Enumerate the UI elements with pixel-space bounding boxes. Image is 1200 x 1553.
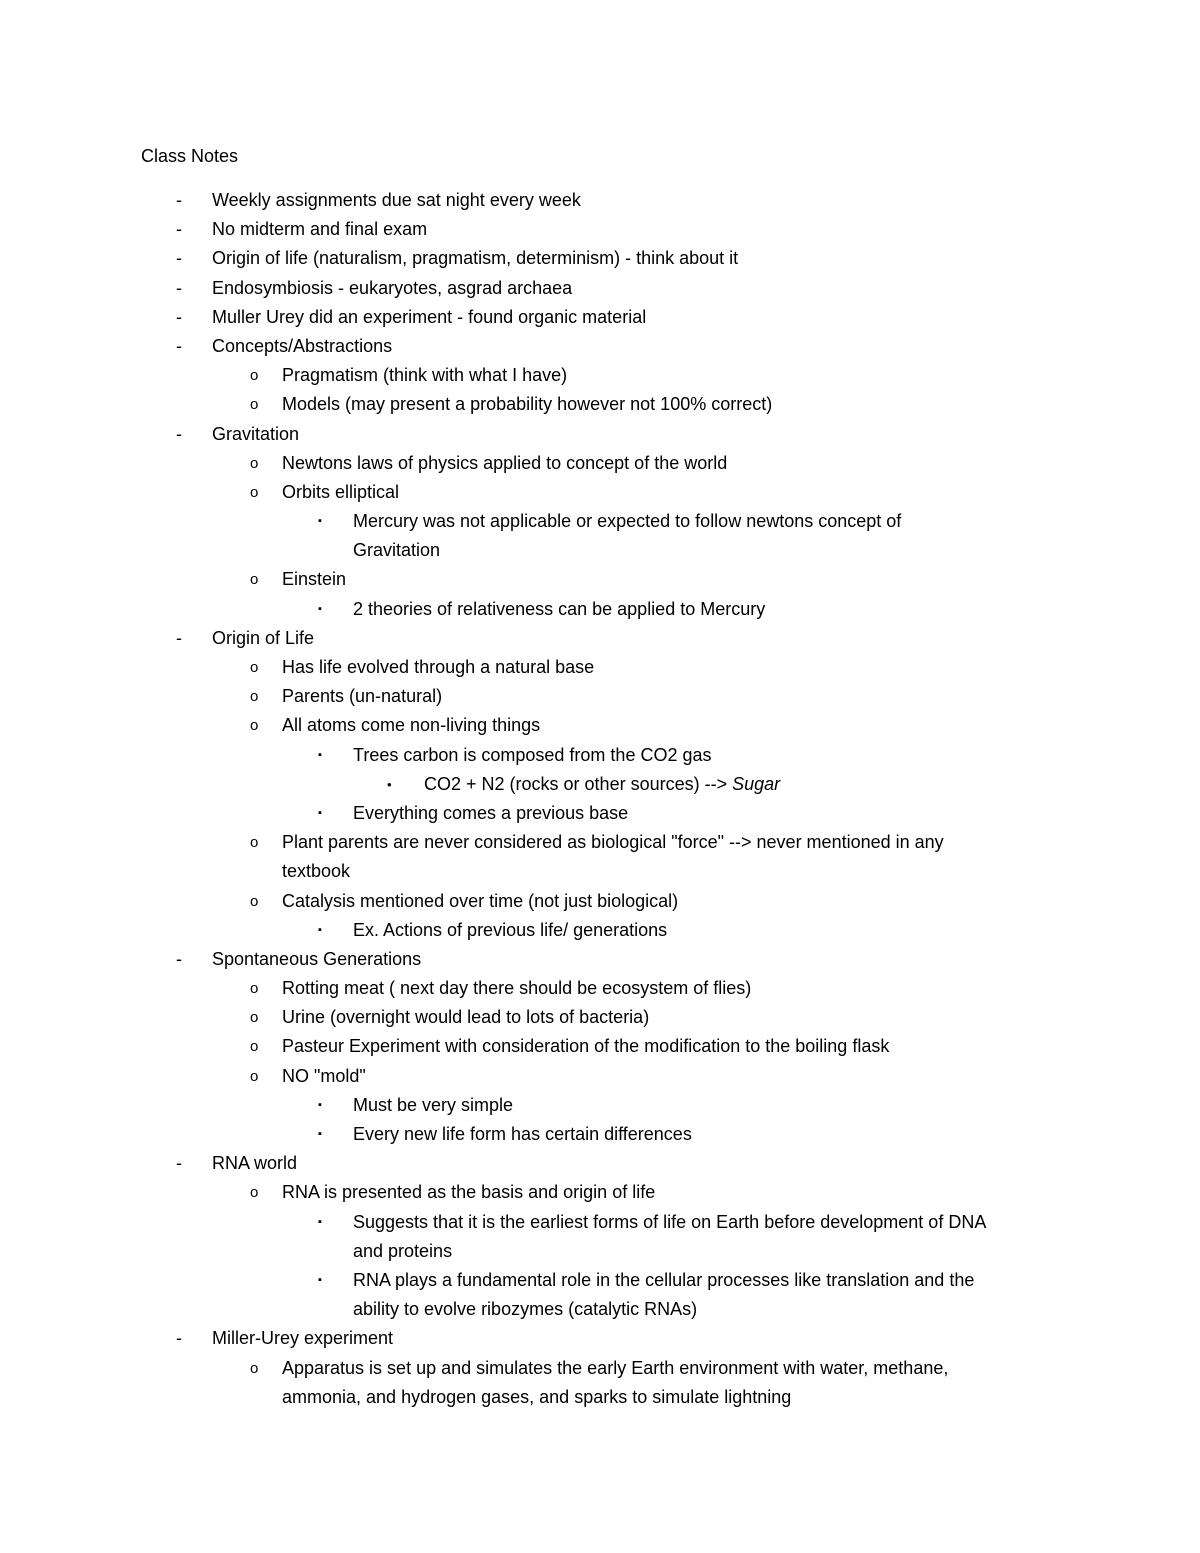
list-item-text-main: Plant parents are never considered as biological "force" --> never mentioned in any <box>282 832 944 853</box>
bullet-marker: o <box>250 1009 259 1027</box>
bullet-marker: o <box>250 396 259 414</box>
list-item-text <box>282 653 594 682</box>
bullet-marker: - <box>176 306 182 327</box>
list-item-text <box>212 945 421 974</box>
list-item-text <box>424 770 780 799</box>
list-item-text <box>282 361 567 390</box>
list-item-text-main: Gravitation <box>353 540 441 561</box>
list-item <box>0 1032 1200 1061</box>
bullet-marker: o <box>250 367 259 385</box>
list-item <box>0 1062 1200 1091</box>
bullet-marker: o <box>250 659 259 676</box>
list-item <box>0 478 1200 507</box>
list-item-text-main: Spontaneous Generations <box>212 948 422 969</box>
bullet-marker: ▪ <box>318 515 322 528</box>
list-item-text-main: ability to evolve ribozymes (catalytic RNAs) <box>353 1299 698 1320</box>
list-item-text-main: Urine (overnight would lead to lots of bacteria) <box>282 1007 650 1028</box>
list-item <box>0 1324 1200 1353</box>
list-item-text-main: Rotting meat ( next day there should be ecosystem of flies) <box>282 978 752 999</box>
list-item-text <box>353 741 712 770</box>
list-item-text-main: All atoms come non-living things <box>282 715 541 736</box>
bullet-marker: o <box>250 454 259 472</box>
list-item-text <box>212 274 572 303</box>
list-item-text-main: Apparatus is set up and simulates the early Earth environment with water, methane, <box>282 1357 949 1378</box>
bullet-marker: o <box>250 1359 259 1377</box>
bullet-marker: o <box>250 892 259 910</box>
list-item <box>0 916 1200 945</box>
list-item-text-italic: Sugar <box>732 773 781 794</box>
list-item-text-main: Concepts/Abstractions <box>212 335 393 356</box>
list-item <box>0 565 1200 594</box>
list-item-text <box>282 478 399 507</box>
bullet-marker: ▪ <box>318 923 322 936</box>
list-item-text-main: Catalysis mentioned over time (not just biological) <box>282 890 679 911</box>
list-item-text <box>353 1237 452 1266</box>
list-item-text <box>353 536 440 565</box>
list-item-text <box>353 595 765 624</box>
bullet-marker: o <box>250 834 259 852</box>
list-item <box>0 420 1200 449</box>
list-item-text-main: 2 theories of relativeness can be applied to Mercury <box>353 598 766 619</box>
list-item <box>0 1178 1200 1207</box>
list-item <box>0 653 1200 682</box>
list-item-text-main: Every new life form has certain differences <box>353 1124 692 1144</box>
bullet-marker: - <box>176 423 182 444</box>
list-item-text-main: Muller Urey did an experiment - found organic material <box>212 306 647 327</box>
list-item <box>0 390 1200 419</box>
bullet-marker: • <box>387 776 392 792</box>
list-item <box>0 303 1200 332</box>
list-item-text-main: Endosymbiosis - eukaryotes, asgrad archaea <box>212 277 573 298</box>
list-item-text <box>282 682 442 711</box>
list-item-text <box>212 420 299 449</box>
list-item <box>0 1208 1200 1237</box>
list-item <box>0 799 1200 828</box>
list-item <box>0 1354 1200 1383</box>
list-item <box>0 1149 1200 1178</box>
list-item <box>0 449 1200 478</box>
list-item <box>0 244 1200 273</box>
list-item-text <box>282 1354 948 1383</box>
bullet-marker: - <box>176 277 182 298</box>
list-item <box>0 741 1200 770</box>
list-item-text <box>282 449 727 478</box>
list-item-text-main: Gravitation <box>212 423 300 444</box>
list-item-text <box>282 887 678 916</box>
bullet-marker: - <box>176 248 182 269</box>
list-item <box>0 945 1200 974</box>
list-item-text-main: Origin of life (naturalism, pragmatism, determinism) - think about it <box>212 248 739 269</box>
list-item-text-main: CO2 + N2 (rocks or other sources) --> <box>424 773 733 794</box>
list-item-text <box>212 332 392 361</box>
list-item-text-main: NO "mold" <box>282 1065 366 1086</box>
list-item <box>0 1383 1200 1412</box>
list-item-text <box>353 1120 692 1149</box>
list-item-text-main: Models (may present a probability however not 100% correct) <box>282 394 773 415</box>
bullet-marker: o <box>250 688 259 706</box>
list-item-text-main: Must be very simple <box>353 1094 514 1115</box>
list-item-text <box>353 799 628 828</box>
list-item-text-main: No midterm and final exam <box>212 219 428 240</box>
list-item-text <box>212 244 738 273</box>
list-item <box>0 186 1200 215</box>
bullet-marker: ▪ <box>318 748 322 761</box>
bullet-marker: ▪ <box>318 602 322 615</box>
bullet-marker: o <box>250 717 259 735</box>
list-item-text-main: textbook <box>282 861 351 882</box>
list-item-text-main: Trees carbon is composed from the CO2 gas <box>353 744 712 765</box>
list-item-text <box>282 857 350 886</box>
list-item-text-main: Ex. Actions of previous life/ generations <box>353 919 668 940</box>
bullet-marker: ▪ <box>318 1273 322 1286</box>
bullet-marker: ▪ <box>318 1128 322 1140</box>
list-item <box>0 595 1200 624</box>
list-item-text-main: Einstein <box>282 569 347 590</box>
list-item-text-main: Miller-Urey experiment <box>212 1328 394 1349</box>
bullet-marker: - <box>176 335 182 356</box>
notes-list <box>0 186 1200 1412</box>
list-item-text <box>353 916 667 945</box>
list-item-text <box>212 186 581 215</box>
list-item <box>0 274 1200 303</box>
list-item-text-main: RNA plays a fundamental role in the cellular processes like translation and the <box>353 1269 975 1290</box>
list-item <box>0 1295 1200 1324</box>
bullet-marker: o <box>250 980 259 998</box>
list-item-text-main: Everything comes a previous base <box>353 802 629 823</box>
list-item <box>0 332 1200 361</box>
bullet-marker: ▪ <box>318 1215 322 1228</box>
list-item-text <box>282 974 751 1003</box>
list-item-text-main: Mercury was not applicable or expected to follow newtons concept of <box>353 511 902 532</box>
list-item <box>0 1003 1200 1032</box>
list-item-text-main: RNA world <box>212 1153 298 1174</box>
list-item-text-main: Weekly assignments due sat night every week <box>212 190 581 210</box>
bullet-marker: - <box>176 948 182 969</box>
list-item <box>0 711 1200 740</box>
list-item <box>0 1120 1200 1149</box>
bullet-marker: - <box>176 219 182 240</box>
list-item-text <box>212 303 646 332</box>
bullet-marker: - <box>176 1153 182 1174</box>
list-item-text <box>282 565 346 594</box>
list-item-text <box>353 1266 974 1295</box>
bullet-marker: - <box>176 627 182 648</box>
list-item-text-main: Parents (un-natural) <box>282 686 443 707</box>
bullet-marker: - <box>176 1328 182 1349</box>
list-item <box>0 215 1200 244</box>
list-item-text <box>282 1032 889 1061</box>
list-item-text-main: Suggests that it is the earliest forms of life on Earth before development of DNA <box>353 1211 987 1232</box>
list-item-text <box>212 1149 297 1178</box>
bullet-marker: - <box>176 190 182 210</box>
list-item-text <box>282 1003 649 1032</box>
list-item-text <box>212 215 427 244</box>
list-item-text-main: RNA is presented as the basis and origin of life <box>282 1182 656 1203</box>
bullet-marker: ▪ <box>318 1098 322 1111</box>
list-item <box>0 857 1200 886</box>
list-item-text <box>353 1295 697 1324</box>
list-item-text <box>282 711 540 740</box>
list-item <box>0 974 1200 1003</box>
list-item <box>0 1091 1200 1120</box>
list-item <box>0 887 1200 916</box>
list-item <box>0 1266 1200 1295</box>
bullet-marker: o <box>250 483 259 501</box>
list-item <box>0 1237 1200 1266</box>
list-item-text <box>212 624 314 653</box>
bullet-marker: o <box>250 1067 259 1085</box>
list-item-text <box>353 1208 986 1237</box>
list-item-text-main: and proteins <box>353 1240 453 1261</box>
list-item <box>0 536 1200 565</box>
bullet-marker: o <box>250 1038 259 1056</box>
list-item-text <box>282 1062 366 1091</box>
list-item <box>0 361 1200 390</box>
list-item <box>0 682 1200 711</box>
list-item-text <box>212 1324 393 1353</box>
list-item-text-main: Newtons laws of physics applied to concept of the world <box>282 452 728 473</box>
list-item-text <box>282 390 772 419</box>
list-item <box>0 770 1200 799</box>
list-item-text <box>282 828 944 857</box>
list-item-text <box>282 1383 791 1412</box>
list-item-text <box>282 1178 655 1207</box>
page-title: Class Notes <box>141 146 239 166</box>
bullet-marker: o <box>250 1184 259 1202</box>
list-item-text-main: Orbits elliptical <box>282 481 400 502</box>
bullet-marker: o <box>250 571 259 589</box>
list-item-text-main: Pasteur Experiment with consideration of the modification to the boiling flask <box>282 1036 890 1057</box>
list-item-text-main: Has life evolved through a natural base <box>282 657 595 677</box>
list-item <box>0 507 1200 536</box>
list-item-text-main: ammonia, and hydrogen gases, and sparks to simulate lightning <box>282 1386 792 1407</box>
list-item <box>0 828 1200 857</box>
list-item-text <box>353 1091 513 1120</box>
list-item-text-main: Pragmatism (think with what I have) <box>282 365 568 386</box>
list-item-text <box>353 507 901 536</box>
list-item-text-main: Origin of Life <box>212 627 315 648</box>
bullet-marker: ▪ <box>318 806 322 819</box>
list-item <box>0 624 1200 653</box>
